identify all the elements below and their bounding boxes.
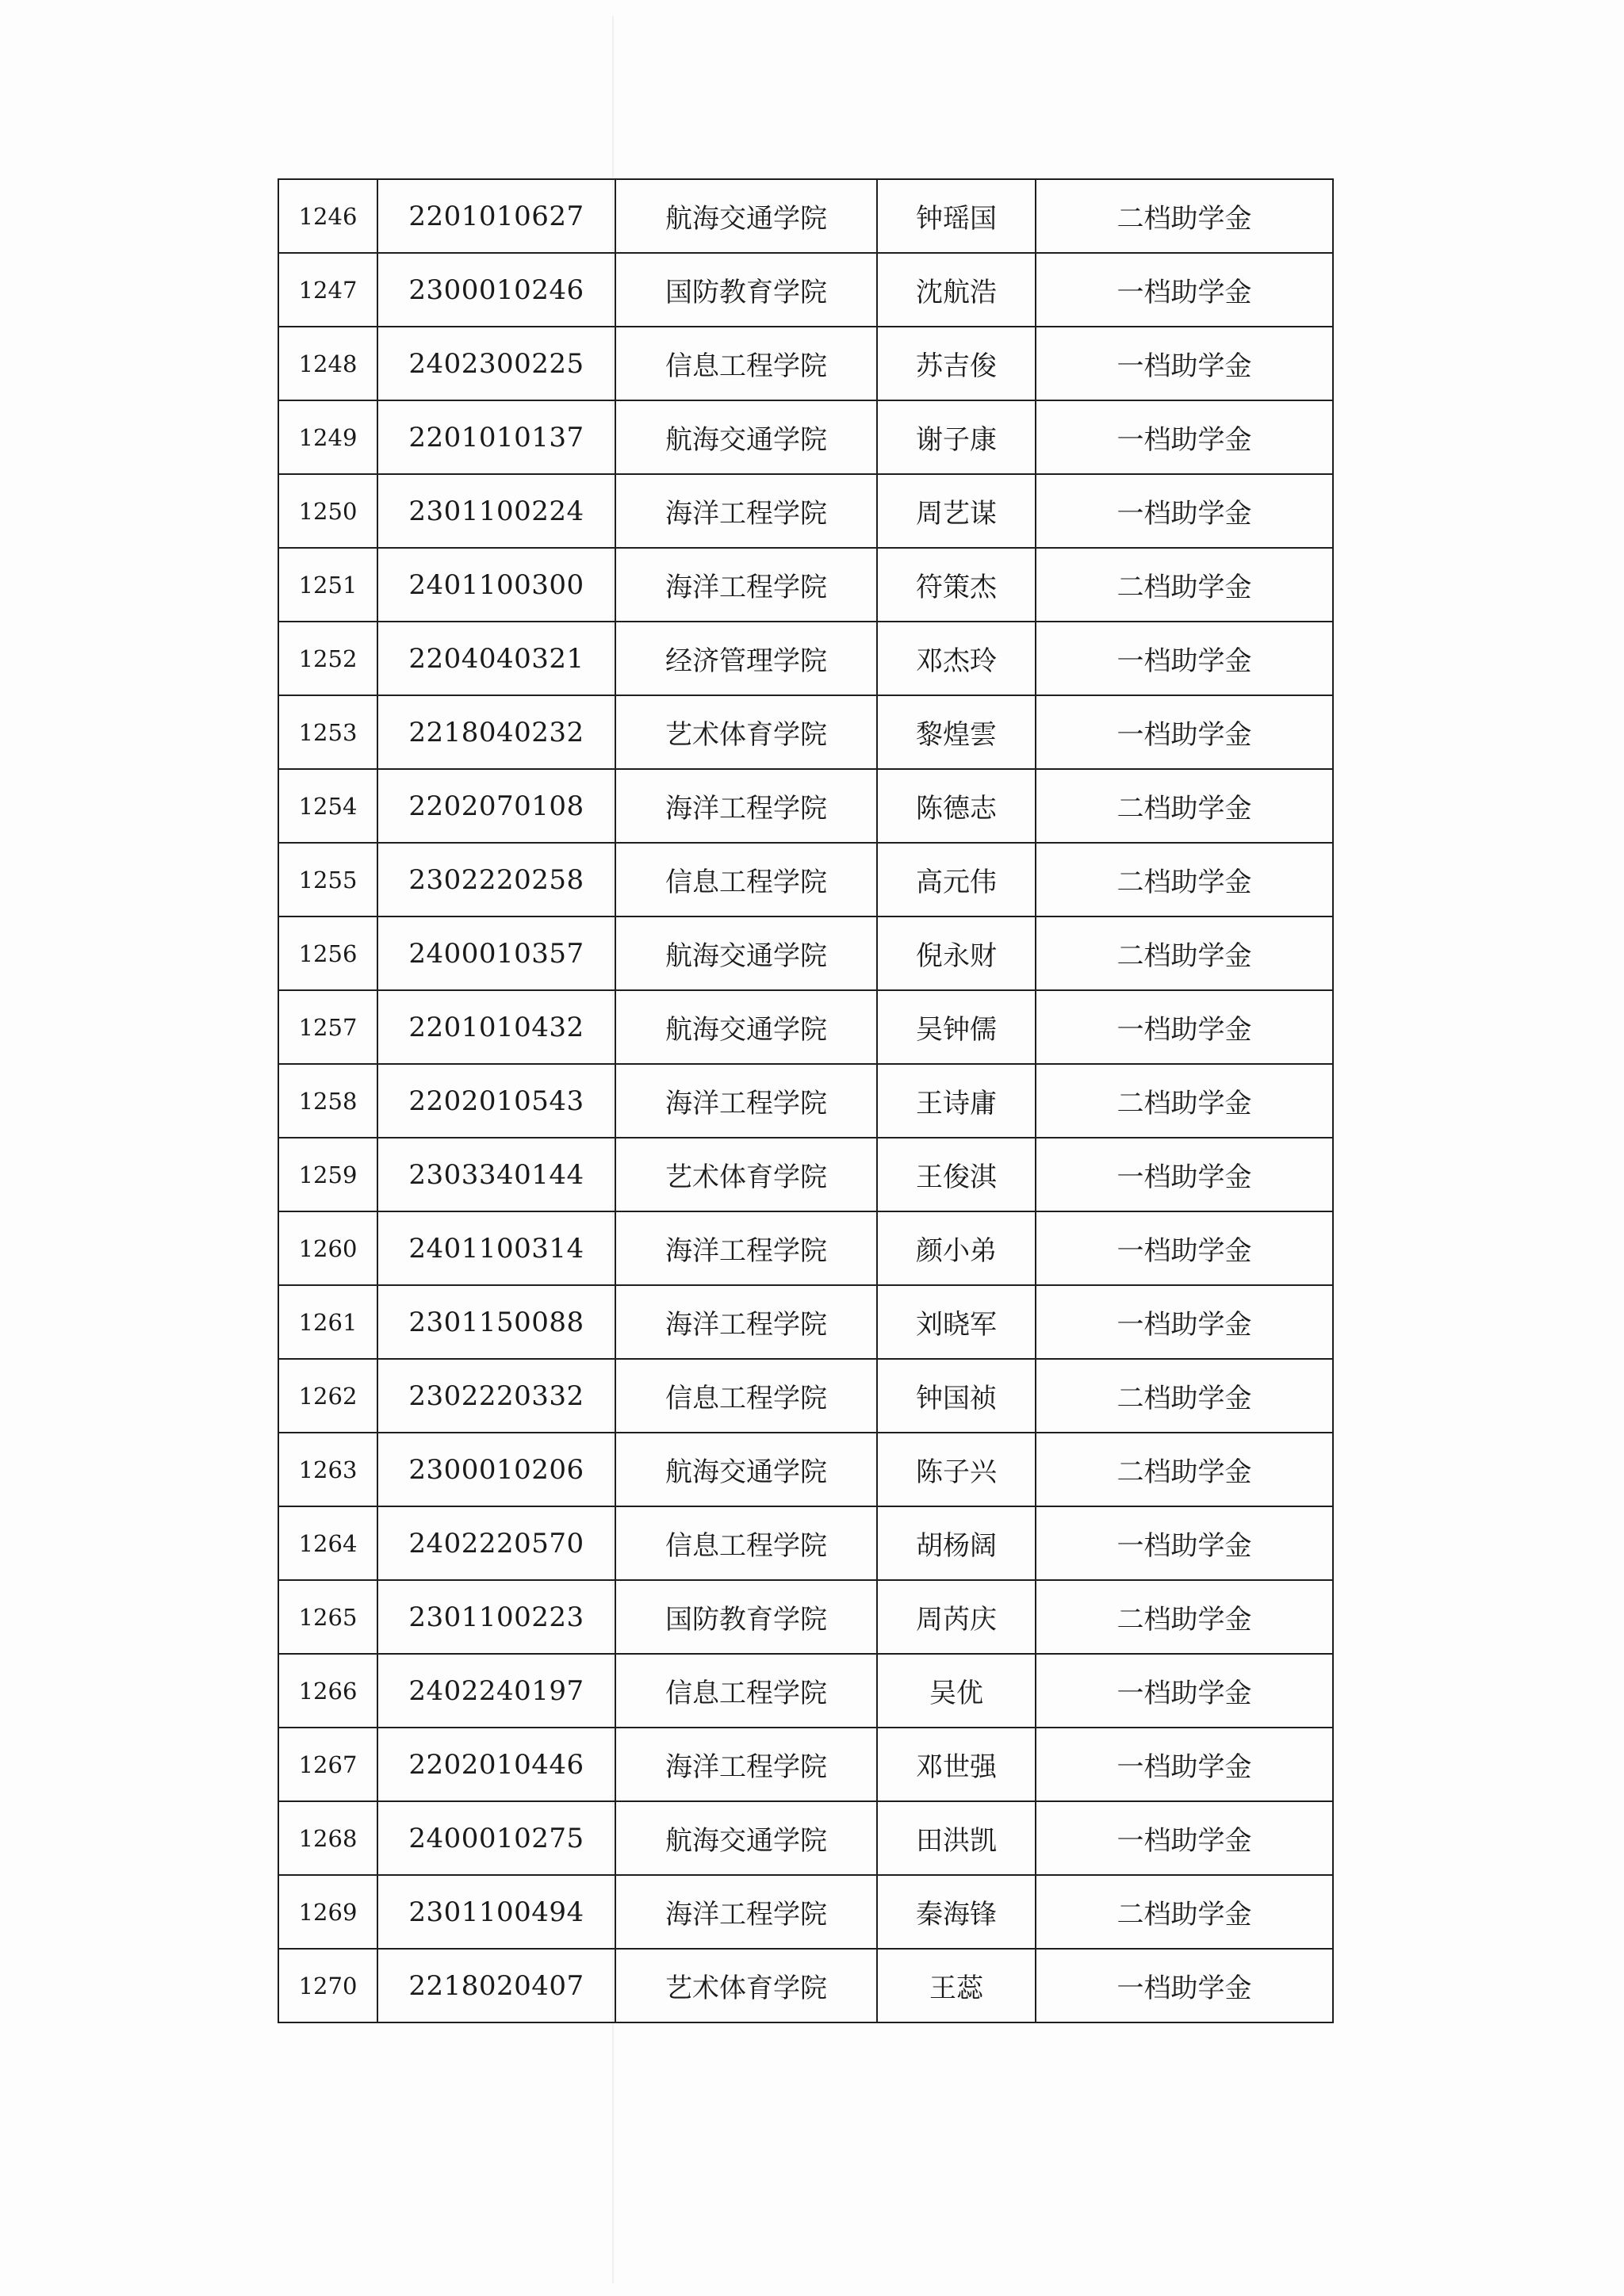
table-row <box>278 1359 1333 1433</box>
table-row <box>278 622 1333 695</box>
student-id-cell: 2302220258 <box>377 843 615 916</box>
table-row <box>278 1506 1333 1580</box>
student-id-cell: 2204040321 <box>377 622 615 695</box>
student-name-cell: 黎煌雲 <box>877 695 1036 769</box>
college-cell: 信息工程学院 <box>615 843 877 916</box>
grant-level-cell: 二档助学金 <box>1036 548 1333 622</box>
grant-level-cell: 一档助学金 <box>1036 1211 1333 1285</box>
student-id-cell: 2301150088 <box>377 1285 615 1359</box>
grant-level-cell: 二档助学金 <box>1036 1580 1333 1654</box>
student-id-cell: 2202010446 <box>377 1728 615 1801</box>
student-id-cell: 2400010357 <box>377 916 615 990</box>
student-name-cell: 符策杰 <box>877 548 1036 622</box>
grant-level-cell: 二档助学金 <box>1036 1875 1333 1949</box>
student-id-cell: 2301100494 <box>377 1875 615 1949</box>
grant-level-cell: 一档助学金 <box>1036 327 1333 400</box>
grant-level-cell: 一档助学金 <box>1036 1728 1333 1801</box>
student-name-cell: 周芮庆 <box>877 1580 1036 1654</box>
college-cell: 海洋工程学院 <box>615 1064 877 1138</box>
table-row <box>278 1949 1333 2022</box>
grant-level-cell: 一档助学金 <box>1036 1285 1333 1359</box>
table-row <box>278 1580 1333 1654</box>
table-row <box>278 548 1333 622</box>
table-row <box>278 1875 1333 1949</box>
row-number-cell: 1246 <box>278 179 377 253</box>
student-id-cell: 2202070108 <box>377 769 615 843</box>
student-name-cell: 谢子康 <box>877 400 1036 474</box>
college-cell: 海洋工程学院 <box>615 474 877 548</box>
row-number-cell: 1248 <box>278 327 377 400</box>
college-cell: 国防教育学院 <box>615 253 877 327</box>
grant-level-cell: 二档助学金 <box>1036 843 1333 916</box>
grant-level-cell: 二档助学金 <box>1036 1359 1333 1433</box>
college-cell: 航海交通学院 <box>615 1433 877 1506</box>
student-id-cell: 2202010543 <box>377 1064 615 1138</box>
row-number-cell: 1252 <box>278 622 377 695</box>
student-id-cell: 2301100224 <box>377 474 615 548</box>
grant-level-cell: 一档助学金 <box>1036 1138 1333 1211</box>
table-row <box>278 1433 1333 1506</box>
college-cell: 航海交通学院 <box>615 1801 877 1875</box>
table-row <box>278 1285 1333 1359</box>
college-cell: 海洋工程学院 <box>615 769 877 843</box>
table-row <box>278 769 1333 843</box>
student-id-cell: 2401100300 <box>377 548 615 622</box>
college-cell: 海洋工程学院 <box>615 1285 877 1359</box>
row-number-cell: 1250 <box>278 474 377 548</box>
college-cell: 航海交通学院 <box>615 990 877 1064</box>
college-cell: 艺术体育学院 <box>615 1138 877 1211</box>
roster-body <box>278 179 1333 2022</box>
row-number-cell: 1253 <box>278 695 377 769</box>
grant-level-cell: 一档助学金 <box>1036 474 1333 548</box>
row-number-cell: 1257 <box>278 990 377 1064</box>
college-cell: 信息工程学院 <box>615 1359 877 1433</box>
student-name-cell: 吴优 <box>877 1654 1036 1728</box>
row-number-cell: 1256 <box>278 916 377 990</box>
grant-level-cell: 一档助学金 <box>1036 1506 1333 1580</box>
student-id-cell: 2400010275 <box>377 1801 615 1875</box>
student-name-cell: 刘晓军 <box>877 1285 1036 1359</box>
student-name-cell: 沈航浩 <box>877 253 1036 327</box>
row-number-cell: 1260 <box>278 1211 377 1285</box>
table-row <box>278 1728 1333 1801</box>
table-row <box>278 327 1333 400</box>
table-row <box>278 990 1333 1064</box>
student-id-cell: 2201010627 <box>377 179 615 253</box>
student-name-cell: 秦海锋 <box>877 1875 1036 1949</box>
row-number-cell: 1266 <box>278 1654 377 1728</box>
student-name-cell: 周艺谋 <box>877 474 1036 548</box>
student-name-cell: 王诗庸 <box>877 1064 1036 1138</box>
student-id-cell: 2402240197 <box>377 1654 615 1728</box>
grant-level-cell: 一档助学金 <box>1036 1654 1333 1728</box>
student-id-cell: 2218040232 <box>377 695 615 769</box>
grant-level-cell: 一档助学金 <box>1036 253 1333 327</box>
grant-level-cell: 一档助学金 <box>1036 1801 1333 1875</box>
student-id-cell: 2201010137 <box>377 400 615 474</box>
table-row <box>278 695 1333 769</box>
row-number-cell: 1263 <box>278 1433 377 1506</box>
table-row <box>278 1211 1333 1285</box>
table-row <box>278 843 1333 916</box>
table-row <box>278 1801 1333 1875</box>
student-id-cell: 2301100223 <box>377 1580 615 1654</box>
student-name-cell: 高元伟 <box>877 843 1036 916</box>
student-name-cell: 钟国祯 <box>877 1359 1036 1433</box>
row-number-cell: 1255 <box>278 843 377 916</box>
student-id-cell: 2218020407 <box>377 1949 615 2022</box>
student-name-cell: 王俊淇 <box>877 1138 1036 1211</box>
college-cell: 经济管理学院 <box>615 622 877 695</box>
table-row <box>278 474 1333 548</box>
grant-level-cell: 一档助学金 <box>1036 1949 1333 2022</box>
student-id-cell: 2402300225 <box>377 327 615 400</box>
grant-level-cell: 一档助学金 <box>1036 695 1333 769</box>
row-number-cell: 1251 <box>278 548 377 622</box>
table-row <box>278 179 1333 253</box>
college-cell: 航海交通学院 <box>615 179 877 253</box>
row-number-cell: 1259 <box>278 1138 377 1211</box>
row-number-cell: 1249 <box>278 400 377 474</box>
student-name-cell: 邓世强 <box>877 1728 1036 1801</box>
grant-level-cell: 一档助学金 <box>1036 622 1333 695</box>
student-name-cell: 陈子兴 <box>877 1433 1036 1506</box>
row-number-cell: 1261 <box>278 1285 377 1359</box>
row-number-cell: 1254 <box>278 769 377 843</box>
row-number-cell: 1269 <box>278 1875 377 1949</box>
table-row <box>278 916 1333 990</box>
table-row <box>278 1064 1333 1138</box>
grant-level-cell: 二档助学金 <box>1036 179 1333 253</box>
student-name-cell: 苏吉俊 <box>877 327 1036 400</box>
row-number-cell: 1268 <box>278 1801 377 1875</box>
college-cell: 海洋工程学院 <box>615 1211 877 1285</box>
student-id-cell: 2201010432 <box>377 990 615 1064</box>
college-cell: 海洋工程学院 <box>615 1728 877 1801</box>
college-cell: 信息工程学院 <box>615 1654 877 1728</box>
grant-roster-table <box>278 178 1334 2023</box>
student-name-cell: 倪永财 <box>877 916 1036 990</box>
student-id-cell: 2303340144 <box>377 1138 615 1211</box>
grant-level-cell: 二档助学金 <box>1036 1433 1333 1506</box>
table-row <box>278 1654 1333 1728</box>
college-cell: 海洋工程学院 <box>615 1875 877 1949</box>
student-id-cell: 2300010206 <box>377 1433 615 1506</box>
grant-level-cell: 二档助学金 <box>1036 1064 1333 1138</box>
grant-level-cell: 一档助学金 <box>1036 400 1333 474</box>
student-name-cell: 邓杰玲 <box>877 622 1036 695</box>
college-cell: 信息工程学院 <box>615 327 877 400</box>
grant-level-cell: 二档助学金 <box>1036 769 1333 843</box>
college-cell: 信息工程学院 <box>615 1506 877 1580</box>
grant-level-cell: 一档助学金 <box>1036 990 1333 1064</box>
college-cell: 艺术体育学院 <box>615 1949 877 2022</box>
student-name-cell: 王蕊 <box>877 1949 1036 2022</box>
student-id-cell: 2401100314 <box>377 1211 615 1285</box>
row-number-cell: 1258 <box>278 1064 377 1138</box>
college-cell: 航海交通学院 <box>615 400 877 474</box>
grant-level-cell: 二档助学金 <box>1036 916 1333 990</box>
student-id-cell: 2402220570 <box>377 1506 615 1580</box>
student-name-cell: 吴钟儒 <box>877 990 1036 1064</box>
student-name-cell: 陈德志 <box>877 769 1036 843</box>
student-name-cell: 颜小弟 <box>877 1211 1036 1285</box>
student-name-cell: 胡杨阔 <box>877 1506 1036 1580</box>
table-row <box>278 253 1333 327</box>
college-cell: 艺术体育学院 <box>615 695 877 769</box>
college-cell: 航海交通学院 <box>615 916 877 990</box>
table-row <box>278 400 1333 474</box>
student-id-cell: 2300010246 <box>377 253 615 327</box>
student-name-cell: 钟瑶国 <box>877 179 1036 253</box>
row-number-cell: 1262 <box>278 1359 377 1433</box>
row-number-cell: 1264 <box>278 1506 377 1580</box>
row-number-cell: 1267 <box>278 1728 377 1801</box>
college-cell: 海洋工程学院 <box>615 548 877 622</box>
row-number-cell: 1247 <box>278 253 377 327</box>
row-number-cell: 1270 <box>278 1949 377 2022</box>
row-number-cell: 1265 <box>278 1580 377 1654</box>
college-cell: 国防教育学院 <box>615 1580 877 1654</box>
student-name-cell: 田洪凯 <box>877 1801 1036 1875</box>
table-row <box>278 1138 1333 1211</box>
student-id-cell: 2302220332 <box>377 1359 615 1433</box>
